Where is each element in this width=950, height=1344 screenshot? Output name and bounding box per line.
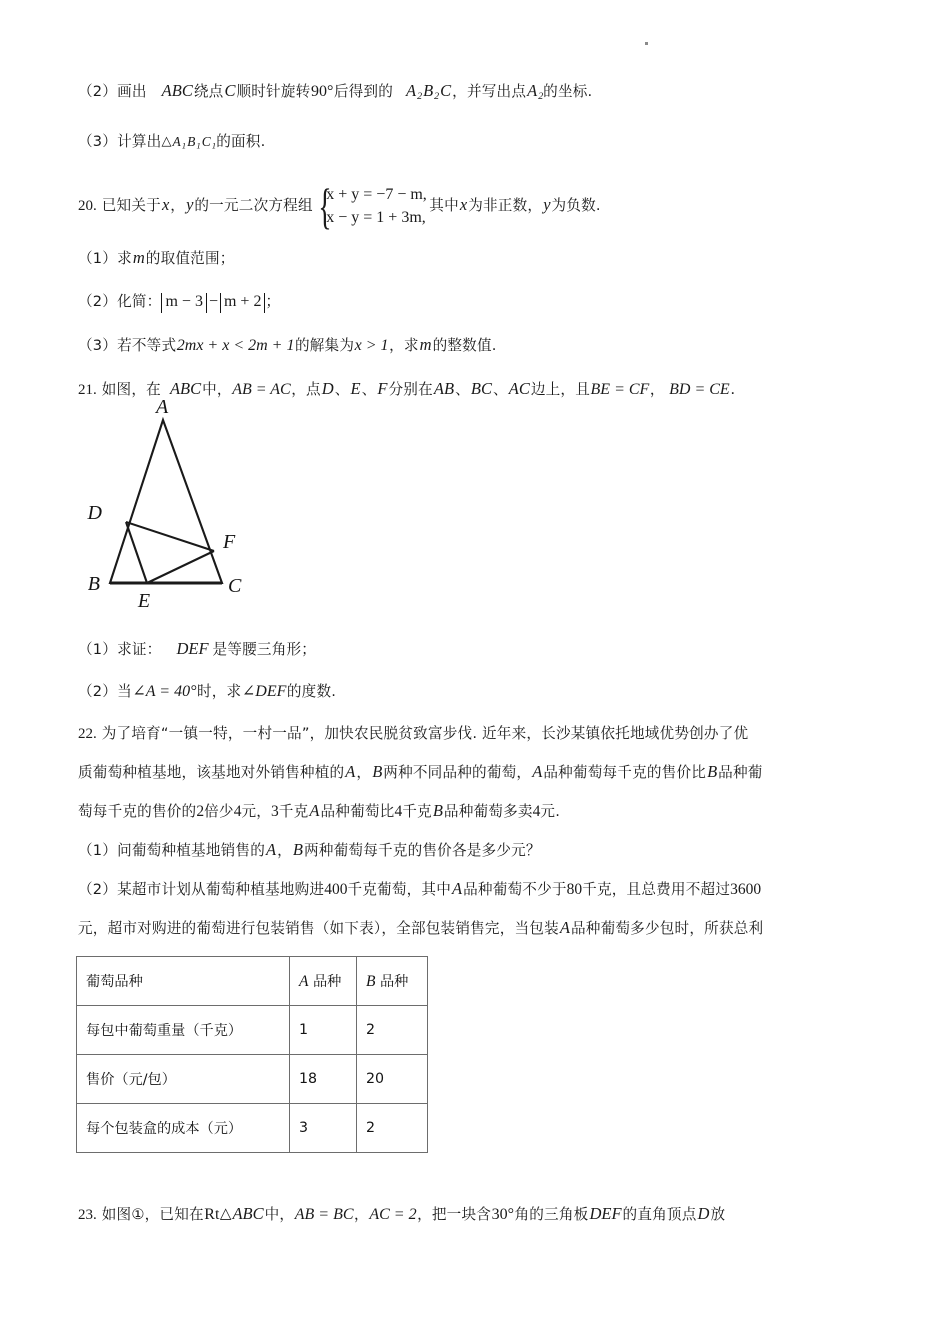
- table-cell-label: 每包中葡萄重量（千克）: [77, 1006, 290, 1055]
- q22-part2-line1-c: 品种葡萄不少于: [463, 881, 567, 898]
- q20-part3-text-d: 的整数值.: [432, 337, 497, 354]
- q20-part3-var-m: m: [419, 335, 432, 354]
- q20-part3-text-b: 的解集为: [294, 337, 355, 354]
- q23-angle30: 30°: [491, 1206, 514, 1223]
- q21-dun4: 、: [492, 381, 508, 398]
- q20-equation-1: x + y = −7 − m,: [326, 186, 427, 203]
- q21-stem-a: 如图，在: [101, 381, 161, 398]
- q22-part1-variety-a: A: [266, 840, 277, 859]
- q22-part2-variety-a: A: [452, 879, 463, 898]
- q22-line2-d: 品种葡: [718, 764, 763, 781]
- q21-part1-text-a: 求证：: [117, 641, 162, 658]
- q21-part2-text-b: 时，求: [196, 683, 242, 700]
- q22-part2-line1-d: 千克，且总费用不超过: [582, 881, 731, 898]
- q20-abs-expr-2: m + 2: [220, 293, 265, 313]
- q19-part2-point-a-sub: 2: [538, 90, 544, 102]
- table-row: [77, 1006, 428, 1055]
- q22-part1-variety-b: B: [292, 840, 304, 859]
- table-cell-value-b: 20: [357, 1055, 428, 1104]
- q20-var-y: y: [186, 194, 194, 214]
- q20-abs-expr-1: m − 3: [161, 293, 206, 313]
- q22-number: 22.: [78, 726, 97, 742]
- q22-part1-line: [78, 839, 541, 860]
- q23-text-c: 把一块含: [431, 1206, 492, 1223]
- q21-angle-def: ∠DEF: [241, 683, 287, 700]
- q23-tri-def: DEF: [589, 1204, 622, 1223]
- q23-rt-label: Rt: [204, 1206, 220, 1223]
- q19-part3-tri-b: B: [187, 134, 196, 149]
- q20-var-y2: y: [543, 194, 551, 214]
- q22-part2-line2-b: 品种葡萄多少包时，所获总利: [571, 920, 764, 937]
- q20-stem-c: 其中: [429, 196, 459, 214]
- table-header-variety: 葡萄品种: [77, 957, 290, 1006]
- q19-part2-tri2-c: C: [440, 81, 452, 100]
- q20-part1-text-b: 的取值范围；: [145, 250, 235, 267]
- figure-label-e: E: [137, 590, 151, 611]
- q19-part3-tri-c: C: [201, 134, 211, 149]
- q22-line2-c: 品种葡萄每千克的售价比: [543, 764, 707, 781]
- triangle-figure: [78, 396, 378, 611]
- q19-part2-text-a: 画出: [117, 83, 147, 100]
- q22-part2-line2: [78, 917, 763, 938]
- q23-text-a: 如图①，已知在: [101, 1206, 204, 1223]
- q19-part2-tri2-sub1: 2: [417, 90, 423, 102]
- q20-part3-label: （3）: [78, 337, 118, 354]
- q22-line3-n5: 4: [532, 803, 541, 820]
- q19-part2-text-d: 后得到的: [333, 83, 394, 100]
- figure-label-a: A: [156, 396, 169, 418]
- q19-part3-tri-a-sub: 1: [181, 140, 187, 151]
- q21-pt-e: E: [350, 379, 361, 398]
- q19-part2-tri2-b: B: [423, 81, 434, 100]
- q20-var-x: x: [161, 194, 170, 214]
- q22-line3-n4: 4: [394, 803, 403, 820]
- q19-part3-tri-a: A: [172, 134, 181, 149]
- q21-part2-label: （2）: [78, 683, 118, 700]
- q21-comma1: ，: [291, 381, 306, 398]
- q22-part2-line1: [78, 878, 761, 899]
- q21-part1-line: [78, 638, 316, 659]
- q21-angle-condition: ∠A = 40°: [132, 683, 197, 700]
- q20-part1-line: [78, 247, 235, 268]
- q20-stem-b: 的一元二次方程组: [194, 196, 313, 214]
- q22-line3-e: 品种葡萄比: [320, 803, 395, 820]
- q21-eq-bd-ce: BD = CE: [669, 381, 730, 398]
- q19-part2-comma: ，: [452, 83, 467, 100]
- q21-pt-f: F: [377, 379, 388, 398]
- q20-part3-text-c: 求: [403, 337, 419, 354]
- q23-stem-line: [78, 1203, 725, 1224]
- q20-part1-label: （1）: [78, 250, 118, 267]
- q22-line3-n3: 3: [271, 803, 279, 820]
- q21-dun3: 、: [455, 381, 470, 398]
- q21-tri-def: DEF: [176, 639, 209, 658]
- q19-part2-text-e: 并写出点: [466, 83, 527, 100]
- triangle-figure-svg: [78, 396, 378, 611]
- q23-eq1: AB = BC: [294, 1206, 354, 1223]
- q23-text-d: 角的三角板: [514, 1206, 589, 1223]
- q20-var-x2: x: [459, 194, 468, 214]
- q22-line3-g: 品种葡萄多卖: [443, 803, 533, 820]
- q22-line3-b: 倍少: [204, 803, 234, 820]
- segment-de: [126, 522, 147, 583]
- figure-label-d: D: [87, 502, 102, 524]
- q23-comma1: ，: [354, 1206, 369, 1223]
- q21-side-ab: AB: [433, 379, 455, 398]
- q22-line3-n2: 4: [233, 803, 242, 820]
- q21-part1-label: （1）: [78, 641, 118, 658]
- q23-pt-d: D: [697, 1204, 710, 1223]
- q22-stem-line3: [78, 800, 560, 821]
- q22-part1-comma: ，: [277, 842, 292, 859]
- q19-part3-text-a: 计算出: [117, 133, 162, 150]
- q22-part2-label: （2）: [78, 881, 118, 898]
- q19-part3-label: （3）: [78, 133, 118, 150]
- q20-part2-label: （2）: [78, 293, 118, 310]
- q23-text-f: 放: [710, 1206, 726, 1223]
- segment-ef: [147, 551, 214, 583]
- q22-line3-n1: 2: [196, 803, 205, 820]
- q21-stem-b: 中，: [202, 381, 232, 398]
- q21-dun1: 、: [334, 381, 350, 398]
- q22-part2-line1-a: 某超市计划从葡萄种植基地购进: [117, 881, 325, 898]
- q22-line2-variety-b: B: [372, 762, 383, 781]
- q22-stem-line1-text: 为了培育“一镇一特，一村一品”，加快农民脱贫致富步伐. 近年来，长沙某镇依托地域优势创办了优: [101, 725, 749, 742]
- q22-part2-cost-cap: 3600: [730, 881, 762, 898]
- grape-pricing-table: [76, 956, 428, 1153]
- q21-part1-text-b: 是等腰三角形；: [212, 641, 317, 658]
- q20-part1-var-m: m: [132, 248, 145, 267]
- q20-part3-comma: ，: [389, 337, 404, 354]
- q19-part2-text-b: 绕点: [193, 83, 224, 100]
- q22-part1-text-b: 两种葡萄每千克的售价各是多少元？: [304, 842, 541, 859]
- q21-period: .: [730, 381, 735, 398]
- q21-side-ac: AC: [508, 379, 530, 398]
- q20-part2-minus: −: [208, 293, 218, 310]
- table-row: [77, 1055, 428, 1104]
- q22-line2-b: 两种不同品种的葡萄，: [383, 764, 532, 781]
- table-header-b-label: 品种: [375, 974, 409, 990]
- q22-stem-line1: [78, 722, 748, 743]
- q22-line3-variety-b: B: [432, 801, 443, 820]
- q19-part2-text-f: 的坐标.: [543, 83, 593, 100]
- q22-part2-line1-b: 千克葡萄，其中: [347, 881, 452, 898]
- q22-line2-variety-a2: A: [532, 762, 543, 781]
- figure-label-b: B: [87, 573, 100, 595]
- q22-part2-qty-min-a: 80: [566, 881, 583, 898]
- q23-tri-abc: ABC: [232, 1204, 264, 1223]
- q21-stem-f: 且: [575, 381, 591, 398]
- q21-stem-e: 边上，: [530, 381, 576, 398]
- q22-line3-c: 元，: [241, 803, 272, 820]
- q22-line2-variety-a: A: [345, 762, 356, 781]
- q23-comma2: ，: [417, 1206, 432, 1223]
- q19-part2-point-a: A: [527, 81, 538, 100]
- q23-text-b: 中，: [264, 1206, 295, 1223]
- table-header-b-letter: B: [366, 973, 376, 990]
- q22-line3-variety-a: A: [309, 801, 320, 820]
- q20-equation-2: x − y = 1 + 3m,: [326, 209, 426, 227]
- q20-inequality: 2mx + x < 2m + 1: [176, 337, 295, 354]
- q19-part2-angle: 90°: [310, 83, 334, 100]
- q21-part2-text-a: 当: [117, 683, 132, 700]
- q20-part1-text-a: 求: [117, 250, 132, 267]
- q19-part2-tri2-sub2: 2: [434, 90, 440, 102]
- table-cell-value-a: 3: [290, 1104, 357, 1153]
- q20-stem-d: 为非正数，: [468, 196, 543, 214]
- triangle-icon: △: [219, 1204, 232, 1222]
- left-brace-icon: {: [318, 178, 332, 235]
- q20-solution-set: x > 1: [354, 337, 389, 354]
- triangle-abc-outline: [110, 420, 222, 583]
- q22-part1-label: （1）: [78, 842, 118, 859]
- table-cell-label: 售价（元/包）: [77, 1055, 290, 1104]
- q19-part2-tri2-a: A: [406, 81, 417, 100]
- table-cell-value-a: 1: [290, 1006, 357, 1055]
- q20-stem-e: 为负数.: [551, 196, 601, 214]
- figure-label-f: F: [223, 531, 236, 553]
- table-row: [77, 1104, 428, 1153]
- q19-part3-line: [78, 130, 265, 151]
- q22-part2-line2-variety-a: A: [559, 918, 570, 937]
- q20-number: 20.: [78, 197, 97, 214]
- q21-number: 21.: [78, 382, 97, 398]
- q20-comma1: ，: [170, 196, 186, 214]
- q21-side-bc: BC: [470, 379, 492, 398]
- table-header-row: [77, 957, 428, 1006]
- q21-dun2: 、: [361, 381, 377, 398]
- q20-stem-a: 已知关于: [101, 196, 161, 214]
- scan-artifact-dot: [645, 42, 648, 45]
- q22-line3-a: 萄每千克的售价的: [78, 803, 197, 820]
- q19-part2-point-c: C: [224, 81, 236, 100]
- q19-part3-tri-b-sub: 1: [196, 140, 201, 151]
- q19-part3-text-b: 的面积.: [216, 133, 266, 150]
- q21-tri-abc: ABC: [169, 379, 202, 398]
- figure-label-c: C: [228, 575, 242, 597]
- q22-line3-d: 千克: [278, 803, 309, 820]
- q22-part1-text-a: 问葡萄种植基地销售的: [117, 842, 266, 859]
- table-cell-value-a: 18: [290, 1055, 357, 1104]
- q21-pt-d: D: [321, 379, 334, 398]
- q22-line2-comma: ，: [356, 764, 372, 781]
- q21-eq-ab-ac: AB = AC: [232, 381, 291, 398]
- q20-part2-text-b: ；: [265, 293, 281, 310]
- table-header-a-label: 品种: [308, 974, 342, 990]
- q20-stem-line: [78, 178, 601, 235]
- table-header-b: [357, 957, 428, 1006]
- q20-part2-text-a: 化简：: [117, 293, 162, 310]
- q19-part3-tri-c-sub: 1: [211, 140, 217, 151]
- q21-eq-be-cf: BE = CF: [590, 381, 650, 398]
- q19-part2-text-c: 顺时针旋转: [236, 83, 311, 100]
- equation-system: [313, 178, 428, 235]
- q23-number: 23.: [78, 1207, 97, 1223]
- q22-line3-f: 千克: [402, 803, 432, 820]
- q21-part2-text-c: 的度数.: [286, 683, 337, 700]
- q19-part2-triangle1: ABC: [161, 81, 193, 100]
- q23-text-e: 的直角顶点: [622, 1206, 697, 1223]
- q23-eq2: AC = 2: [369, 1206, 417, 1223]
- q19-part2-line: [78, 80, 592, 102]
- q21-stem-c: 点: [306, 381, 321, 398]
- q22-line2-variety-b2: B: [707, 762, 718, 781]
- q20-part3-line: [78, 334, 497, 355]
- q22-part2-line2-a: 元，超市对购进的葡萄进行包装销售（如下表），全部包装销售完，当包装: [78, 920, 559, 937]
- q20-part3-text-a: 若不等式: [117, 337, 177, 354]
- q22-line2-a: 质葡萄种植基地，该基地对外销售种植的: [78, 764, 345, 781]
- table-header-a: [290, 957, 357, 1006]
- q22-part2-qty-total: 400: [324, 881, 348, 898]
- q19-part2-label: （2）: [78, 83, 118, 100]
- q22-stem-line2: [78, 761, 763, 782]
- q20-part2-line: [78, 290, 280, 313]
- table-cell-value-b: 2: [357, 1104, 428, 1153]
- triangle-icon: △: [161, 134, 172, 149]
- table-cell-label: 每个包装盒的成本（元）: [77, 1104, 290, 1153]
- table-cell-value-b: 2: [357, 1006, 428, 1055]
- q21-part2-line: [78, 680, 336, 701]
- q22-line3-h: 元.: [540, 803, 561, 820]
- q21-comma2: ，: [649, 381, 665, 398]
- table-header-a-letter: A: [299, 973, 309, 990]
- q21-stem-d: 分别在: [388, 381, 433, 398]
